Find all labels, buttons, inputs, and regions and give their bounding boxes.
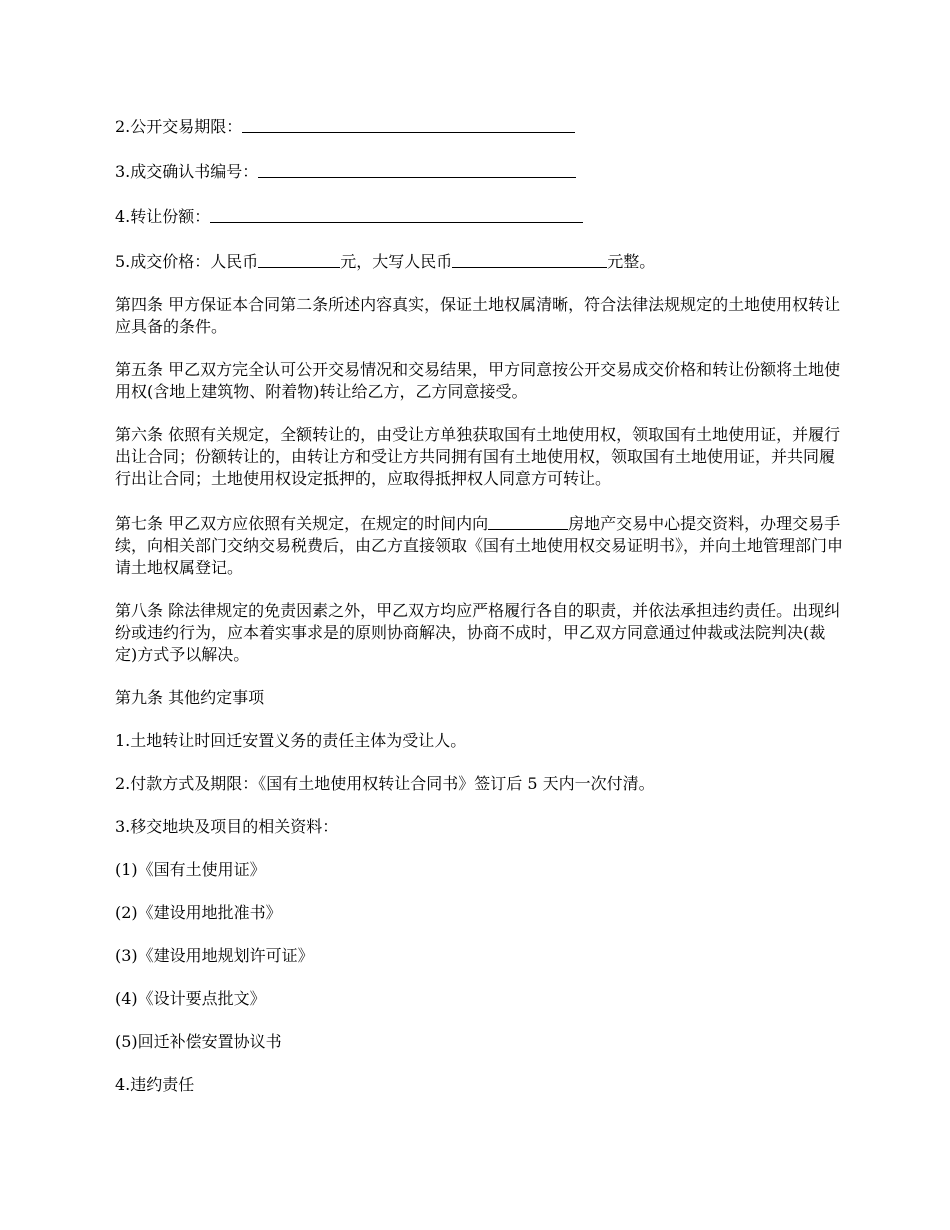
trading-period-line xyxy=(115,114,845,138)
confirmation-number-line xyxy=(115,159,845,183)
article-9: 第九条 其他约定事项 xyxy=(115,688,265,707)
a9-item-liability: 4.违约责任 xyxy=(115,1075,195,1094)
trading-period-blank xyxy=(242,115,575,133)
article-5: 第五条 甲乙双方完全认可公开交易情况和交易结果，甲方同意按公开交易成交价格和转让份额将土地使用权(含地上建筑物、附着物)转让给乙方，乙方同意接受。 xyxy=(115,360,841,401)
article-7-suffix: 房地产交易中心提交资料，办理交易手续，向相关部门交纳交易税费后，由乙方直接领取《国有土地使用权交易证明书》，并向土地管理部门申请土地权属登记。 xyxy=(115,514,844,577)
transfer-share-line xyxy=(115,204,845,228)
transaction-price-line xyxy=(115,249,845,273)
article-7-prefix: 第七条 甲乙双方应依照有关规定，在规定的时间内向 xyxy=(115,514,489,533)
transfer-share-blank xyxy=(210,205,583,223)
article-7 xyxy=(115,511,845,579)
article-6: 第六条 依照有关规定，全额转让的，由受让方单独获取国有土地使用权，领取国有土地使用证，并履行出让合同；份额转让的，由转让方和受让方共同拥有国有土地使用权，领取国有土地使用证，并共同履行出让合同；土地使用权设定抵押的，应取得抵押权人同意方可转让。 xyxy=(115,425,841,488)
price-suffix: 元整。 xyxy=(607,252,656,271)
confirmation-number-label: 3.成交确认书编号： xyxy=(115,162,259,181)
a9-item-resettlement: 1.土地转让时回迁安置义务的责任主体为受让人。 xyxy=(115,731,467,750)
a9-item-materials: 3.移交地块及项目的相关资料： xyxy=(115,817,339,836)
price-amount-blank xyxy=(258,250,340,268)
a9-material-3: (3)《建设用地规划许可证》 xyxy=(115,946,314,965)
article-8: 第八条 除法律规定的免责因素之外，甲乙双方均应严格履行各自的职责，并依法承担违约责任。出现纠纷或违约行为，应本着实事求是的原则协商解决，协商不成时，甲乙双方同意通过仲裁或法院判决(裁定)方式予以解决。 xyxy=(115,601,841,664)
trading-period-label: 2.公开交易期限： xyxy=(115,117,243,136)
transaction-price-label: 5.成交价格：人民币 xyxy=(115,252,259,271)
article-4: 第四条 甲方保证本合同第二条所述内容真实，保证土地权属清晰，符合法律法规规定的土地使用权转让应具备的条件。 xyxy=(115,295,841,336)
confirmation-number-blank xyxy=(258,160,576,178)
exchange-center-blank xyxy=(488,512,568,530)
transfer-share-label: 4.转让份额： xyxy=(115,207,211,226)
a9-material-2: (2)《建设用地批准书》 xyxy=(115,903,282,922)
document-body xyxy=(115,114,845,1117)
price-uppercase-label: 元，大写人民币 xyxy=(340,252,453,271)
a9-material-5: (5)回迁补偿安置协议书 xyxy=(115,1032,282,1051)
a9-material-1: (1)《国有土使用证》 xyxy=(115,860,266,879)
price-uppercase-blank xyxy=(452,250,607,268)
a9-material-4: (4)《设计要点批文》 xyxy=(115,989,266,1008)
a9-item-payment: 2.付款方式及期限：《国有土地使用权转让合同书》签订后 5 天内一次付清。 xyxy=(115,774,655,793)
